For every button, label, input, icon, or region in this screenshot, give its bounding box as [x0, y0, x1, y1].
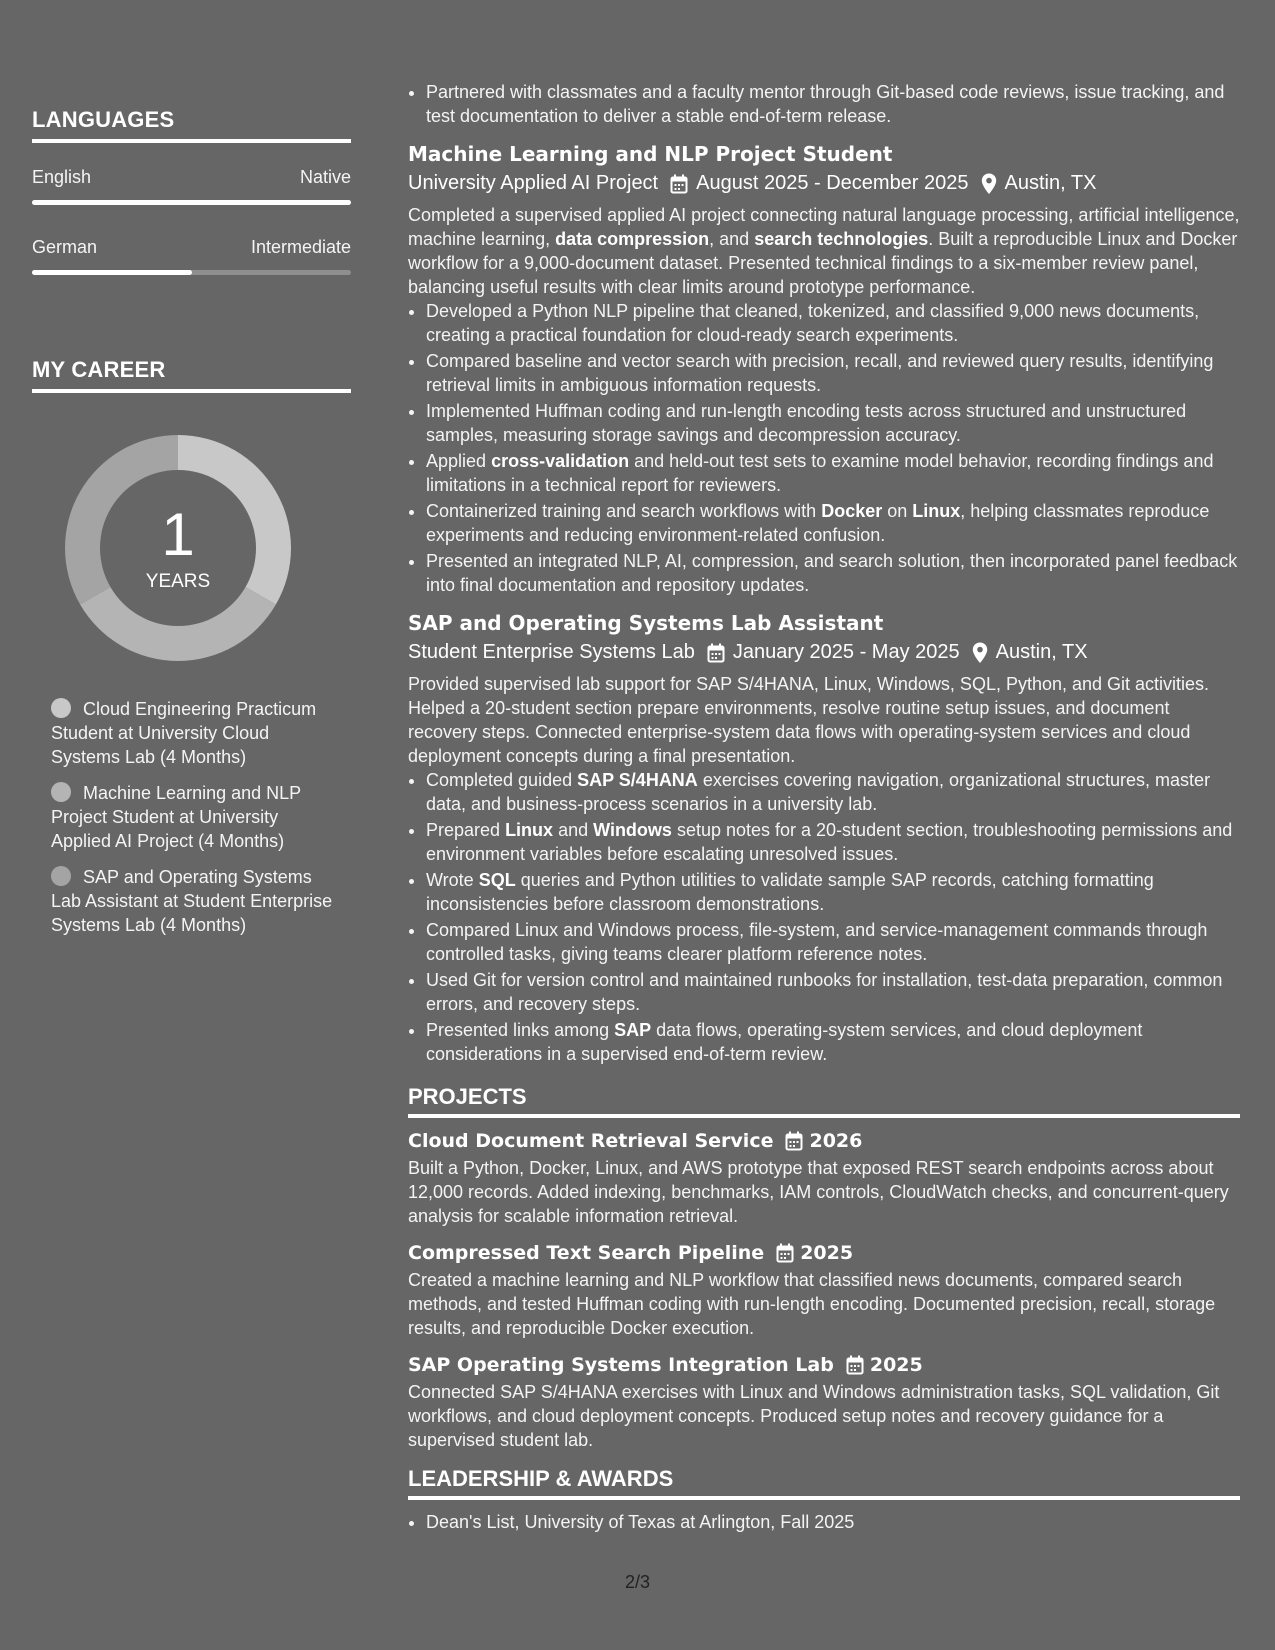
language-name: English: [32, 167, 92, 187]
project-description: Built a Python, Docker, Linux, and AWS prototype that exposed REST search endpoints across about 12,000 records. Added indexing, benchmarks, IAM controls, CloudWatch checks, and concurrent-query analysis for scalable information retrieval.: [408, 1158, 1229, 1226]
job-org: Student Enterprise Systems Lab: [408, 641, 695, 663]
project-title: Cloud Document Retrieval Service: [408, 1130, 774, 1152]
language-bar: [32, 270, 351, 275]
career-total: 1: [161, 501, 195, 568]
job-location: Austin, TX: [995, 641, 1088, 663]
summary-text: . Built a reproducible Linux and Docker workflow for a 9,000-document dataset. Presented technical findings to a six-member review panel, balancing useful results with clear limits around prototype performance.: [408, 229, 1238, 297]
career-legend-item: [51, 865, 336, 937]
language-level: Native: [299, 167, 351, 187]
bullet-text: and: [553, 820, 594, 840]
bullet-item: • Partnered with classmates and a faculty mentor through Git-based code reviews, issue tracking, and test documentation to deliver a stable end-of-term release.: [426, 80, 1240, 128]
bullet-item: [426, 768, 1240, 816]
language-name: German: [32, 237, 98, 257]
project-description: Connected SAP S/4HANA exercises with Linux and Windows administration tasks, SQL validation, Git workflows, and cloud deployment concepts. Produced setup notes and recovery guidance for a supervised student lab.: [408, 1382, 1220, 1450]
bullet-item: • Presented an integrated NLP, AI, compression, and search solution, then incorporated panel feedback into final documentation and repository updates.: [426, 549, 1240, 597]
bullet-text: on: [882, 501, 913, 521]
bullet-bold: SAP S/4HANA: [577, 770, 698, 790]
bullet-item: • Compared baseline and vector search with precision, recall, and reviewed query results, identifying retrieval limits in ambiguous information requests.: [426, 349, 1240, 397]
bullet-item: • Developed a Python NLP pipeline that cleaned, tokenized, and classified 9,000 news documents, creating a practical foundation for cloud-ready search experiments.: [426, 299, 1240, 347]
calendar-icon: [785, 1131, 803, 1151]
bullet-bold: SAP: [614, 1020, 652, 1040]
job-meta: [408, 641, 1240, 664]
page-number: 2/3: [624, 1572, 651, 1592]
project-description: Created a machine learning and NLP workflow that classified news documents, compared search methods, and tested Huffman coding with run-length encoding. Documented precision, recall, storage results, and reproducible Docker execution.: [408, 1270, 1216, 1338]
main-content: [408, 0, 1240, 1536]
job-org: University Applied AI Project: [408, 172, 659, 194]
bullet-text: Wrote: [426, 870, 479, 890]
bullet-bold: SQL: [478, 870, 516, 890]
career-legend: [51, 697, 336, 937]
bullet-text: setup notes for a 20-student section, troubleshooting permissions and environment variables before escalating unresolved issues.: [426, 820, 1233, 864]
calendar-icon: [670, 174, 688, 194]
bullet-bold: cross-validation: [491, 451, 630, 471]
career-donut-chart: [65, 435, 291, 661]
legend-dot: [51, 782, 71, 802]
location-pin-icon: [972, 642, 988, 664]
project-entry: [408, 1130, 1240, 1228]
career-legend-text: Cloud Engineering Practicum Student at University Cloud Systems Lab (4 Months): [51, 699, 317, 767]
bullet-item: • Used Git for version control and maintained runbooks for installation, test-data preparation, common errors, and recovery steps.: [426, 968, 1240, 1016]
bullet-bold: Docker: [821, 501, 883, 521]
bullet-item: [426, 499, 1240, 547]
bullet-text: queries and Python utilities to validate sample SAP records, catching formatting inconsistencies before classroom demonstrations.: [426, 870, 1154, 914]
location-pin-icon: [981, 173, 997, 195]
continued-bullets: [408, 80, 1240, 128]
languages-heading: LANGUAGES: [32, 107, 351, 143]
bullet-text: Presented links among: [426, 1020, 615, 1040]
job-bullets: [408, 299, 1240, 597]
calendar-icon: [776, 1243, 794, 1263]
legend-dot: [51, 698, 71, 718]
calendar-icon: [707, 643, 725, 663]
projects-heading: PROJECTS: [408, 1084, 1240, 1118]
job-title: Machine Learning and NLP Project Student: [408, 142, 893, 166]
bullet-text: data flows, operating-system services, and cloud deployment considerations in a supervised end-of-term review.: [426, 1020, 1143, 1064]
bullet-bold: Linux: [912, 501, 961, 521]
bullet-text: exercises covering navigation, organizational structures, master data, and business-process scenarios in a university lab.: [426, 770, 1211, 814]
job-title: SAP and Operating Systems Lab Assistant: [408, 611, 884, 635]
bullet-text: Containerized training and search workflows with: [426, 501, 822, 521]
job-entry: [408, 611, 1240, 1066]
career-legend-text: SAP and Operating Systems Lab Assistant at Student Enterprise Systems Lab (4 Months): [51, 867, 333, 935]
project-year: 2025: [800, 1242, 854, 1264]
job-summary: [408, 203, 1240, 299]
language-bar: [32, 200, 351, 205]
bullet-text: and held-out test sets to examine model behavior, recording findings and limitations in a technical report for reviewers.: [426, 451, 1214, 495]
bullet-bold: Linux: [505, 820, 554, 840]
language-item: [32, 237, 351, 275]
job-summary: Provided supervised lab support for SAP S/4HANA, Linux, Windows, SQL, Python, and Git activities. Helped a 20-student section prepare environments, resolve routine setup issues, and document recovery steps. Connected enterprise-system data flows with operating-system services and cloud deployment concepts during a final presentation.: [408, 674, 1210, 766]
summary-bold: search technologies: [754, 229, 929, 249]
language-bar-fill: [32, 270, 192, 275]
project-title-row: [408, 1130, 1240, 1152]
bullet-item: [426, 818, 1240, 866]
summary-bold: data compression: [555, 229, 710, 249]
bullet-text: , helping classmates reproduce experiments and reducing environment-related confusion.: [426, 501, 1210, 545]
job-dates: August 2025 - December 2025: [696, 172, 969, 194]
bullet-text: Prepared: [426, 820, 506, 840]
job-bullets: [408, 768, 1240, 1066]
legend-dot: [51, 866, 71, 886]
career-unit: YEARS: [145, 571, 211, 592]
career-legend-text: Machine Learning and NLP Project Student at University Applied AI Project (4 Months): [51, 783, 301, 851]
bullet-item: [426, 868, 1240, 916]
project-entry: [408, 1242, 1240, 1340]
bullet-item: [426, 1018, 1240, 1066]
leadership-heading: LEADERSHIP & AWARDS: [408, 1466, 1240, 1500]
career-legend-item: [51, 781, 336, 853]
language-item: [32, 167, 351, 205]
project-year: 2026: [809, 1130, 863, 1152]
project-title: Compressed Text Search Pipeline: [408, 1242, 765, 1264]
summary-text: , and: [709, 229, 755, 249]
calendar-icon: [846, 1355, 864, 1375]
career-legend-item: [51, 697, 336, 769]
summary-text: Completed a supervised applied AI project connecting natural language processing, artificial intelligence, machine learning,: [408, 205, 1240, 249]
leadership-item: • Dean's List, University of Texas at Arlington, Fall 2025: [426, 1510, 1240, 1534]
bullet-item: [426, 449, 1240, 497]
job-dates: January 2025 - May 2025: [732, 641, 960, 663]
sidebar: [32, 0, 351, 949]
bullet-bold: Windows: [593, 820, 672, 840]
project-title: SAP Operating Systems Integration Lab: [408, 1354, 834, 1376]
project-year: 2025: [869, 1354, 923, 1376]
career-heading: MY CAREER: [32, 357, 351, 393]
job-meta: [408, 172, 1240, 195]
bullet-text: Applied: [426, 451, 492, 471]
bullet-item: • Implemented Huffman coding and run-length encoding tests across structured and unstructured samples, measuring storage savings and decompression accuracy.: [426, 399, 1240, 447]
language-bar-fill: [32, 200, 351, 205]
language-level: Intermediate: [250, 237, 351, 257]
job-location: Austin, TX: [1004, 172, 1097, 194]
project-entry: [408, 1354, 1240, 1452]
project-title-row: [408, 1354, 1240, 1376]
bullet-item: • Compared Linux and Windows process, file-system, and service-management commands through controlled tasks, giving teams clearer platform reference notes.: [426, 918, 1240, 966]
job-entry: [408, 142, 1240, 597]
leadership-list: [408, 1510, 1240, 1534]
project-title-row: [408, 1242, 1240, 1264]
bullet-text: Completed guided: [426, 770, 578, 790]
